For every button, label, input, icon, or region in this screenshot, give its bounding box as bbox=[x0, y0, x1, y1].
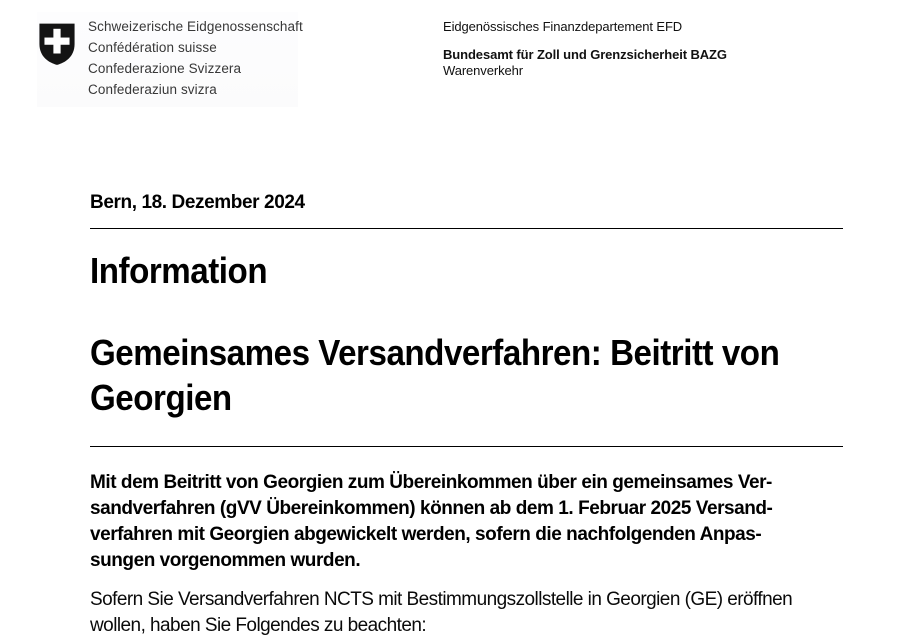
office-name: Bundesamt für Zoll und Grenzsicherheit BAZG bbox=[443, 47, 727, 62]
confederation-wordmark bbox=[88, 16, 303, 100]
department-name: Eidgenössisches Finanzdepartement EFD bbox=[443, 19, 683, 34]
divider-top bbox=[90, 228, 843, 229]
lead-paragraph bbox=[90, 470, 772, 574]
subtitle-line-2: Georgien bbox=[90, 377, 232, 418]
confederation-line-rm: Confederaziun svizra bbox=[88, 82, 217, 97]
swiss-coat-of-arms-icon bbox=[38, 22, 76, 66]
division-name: Warenverkehr bbox=[443, 63, 523, 78]
body-line-2: wollen, haben Sie Folgendes zu beachten: bbox=[90, 615, 427, 636]
lead-line-3: verfahren mit Georgien abgewickelt werden, sofern die nachfolgenden Anpas- bbox=[90, 524, 762, 545]
subtitle-line-1: Gemeinsames Versandverfahren: Beitritt von bbox=[90, 332, 780, 373]
lead-line-2: sandverfahren (gVV Übereinkommen) können ab dem 1. Februar 2025 Versand- bbox=[90, 498, 773, 519]
divider-subtitle bbox=[90, 446, 843, 447]
document-subtitle bbox=[90, 330, 779, 420]
lead-line-1: Mit dem Beitritt von Georgien zum Übereinkommen über ein gemeinsames Ver- bbox=[90, 472, 772, 493]
department-block bbox=[443, 19, 727, 79]
document-title: Information bbox=[90, 250, 268, 291]
confederation-line-de: Schweizerische Eidgenossenschaft bbox=[88, 19, 303, 34]
lead-line-4: sungen vorgenommen wurden. bbox=[90, 550, 361, 571]
confederation-line-fr: Confédération suisse bbox=[88, 40, 217, 55]
dateline: Bern, 18. Dezember 2024 bbox=[90, 192, 305, 213]
body-paragraph bbox=[90, 587, 792, 639]
confederation-line-it: Confederazione Svizzera bbox=[88, 61, 242, 76]
body-line-1: Sofern Sie Versandverfahren NCTS mit Bestimmungszollstelle in Georgien (GE) eröffnen bbox=[90, 589, 793, 610]
